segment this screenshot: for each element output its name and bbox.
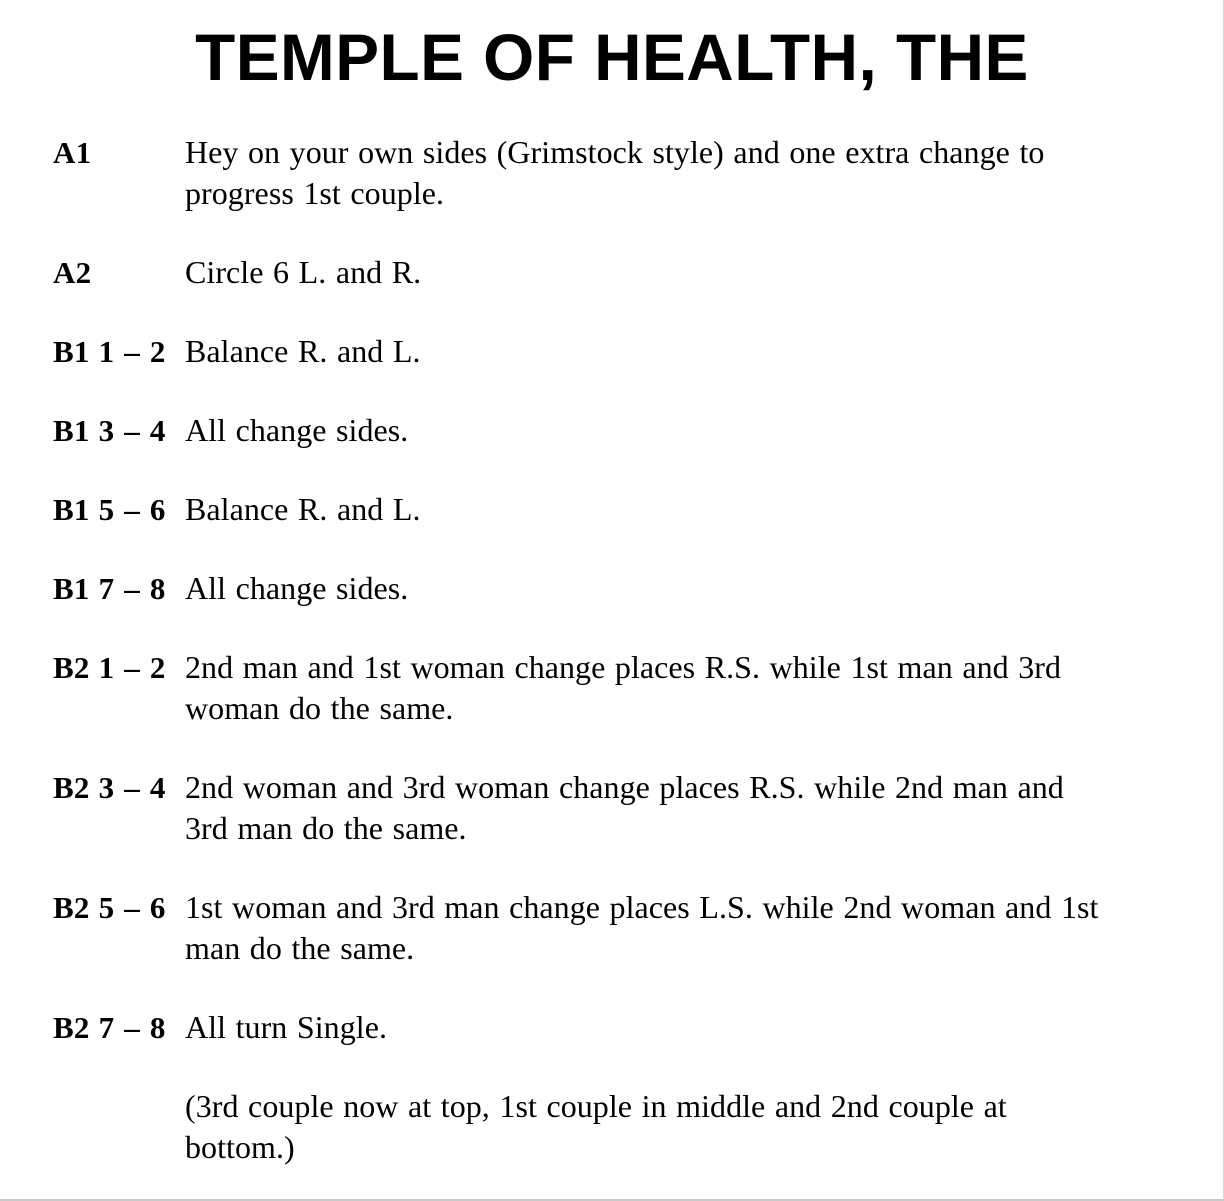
figure-description: Balance R. and L.	[185, 491, 421, 527]
figure-beats: 3 – 4	[98, 413, 167, 448]
figure-label	[0, 132, 185, 173]
figure-part: B1	[53, 413, 90, 448]
figure-row	[0, 410, 1224, 451]
figure-part: B1	[53, 492, 90, 527]
figure-description: Balance R. and L.	[185, 333, 421, 369]
figure-row	[0, 331, 1224, 372]
figure-description: 2nd woman and 3rd woman change places R.S. while 2nd man and 3rd man do the same.	[185, 769, 1064, 846]
figure-row	[0, 767, 1224, 849]
figure-part: B2	[53, 650, 90, 685]
figure-part: B2	[53, 770, 90, 805]
figure-beats: 7 – 8	[98, 1010, 167, 1045]
figure-label	[0, 568, 185, 609]
figure-part: B1	[53, 571, 90, 606]
figure-row	[0, 489, 1224, 530]
figure-label	[0, 489, 185, 530]
figure-beats: 5 – 6	[98, 890, 167, 925]
page-title: TEMPLE OF HEALTH, THE	[195, 20, 1029, 94]
figure-beats: 1 – 2	[98, 650, 167, 685]
figure-description: All change sides.	[185, 570, 409, 606]
figure-description: 2nd man and 1st woman change places R.S. while 1st man and 3rd woman do the same.	[185, 649, 1062, 726]
figure-description: 1st woman and 3rd man change places L.S. while 2nd woman and 1st man do the same.	[185, 889, 1099, 966]
title-block	[0, 22, 1224, 92]
figure-beats: 3 – 4	[98, 770, 167, 805]
figure-part: B1	[53, 334, 90, 369]
figure-part: A2	[53, 255, 92, 290]
figure-row	[0, 568, 1224, 609]
figure-label	[0, 410, 185, 451]
figure-part: A1	[53, 135, 92, 170]
closing-note-text: (3rd couple now at top, 1st couple in middle and 2nd couple at bottom.)	[185, 1088, 1007, 1165]
figure-list	[0, 132, 1224, 1201]
figure-description: All change sides.	[185, 412, 409, 448]
figure-beats: 7 – 8	[98, 571, 167, 606]
figure-part: B2	[53, 1010, 90, 1045]
figure-description: Circle 6 L. and R.	[185, 254, 422, 290]
figure-row	[0, 252, 1224, 293]
closing-note-row	[0, 1086, 1224, 1168]
figure-label	[0, 767, 185, 808]
figure-label	[0, 252, 185, 293]
figure-row	[0, 647, 1224, 729]
figure-label	[0, 887, 185, 928]
figure-label	[0, 647, 185, 688]
figure-label	[0, 331, 185, 372]
figure-row	[0, 132, 1224, 214]
figure-description: All turn Single.	[185, 1009, 388, 1045]
figure-description: Hey on your own sides (Grimstock style) and one extra change to progress 1st couple.	[185, 134, 1045, 211]
figure-row	[0, 887, 1224, 969]
figure-beats: 5 – 6	[98, 492, 167, 527]
figure-beats: 1 – 2	[98, 334, 167, 369]
figure-row	[0, 1007, 1224, 1048]
figure-label	[0, 1007, 185, 1048]
figure-part: B2	[53, 890, 90, 925]
